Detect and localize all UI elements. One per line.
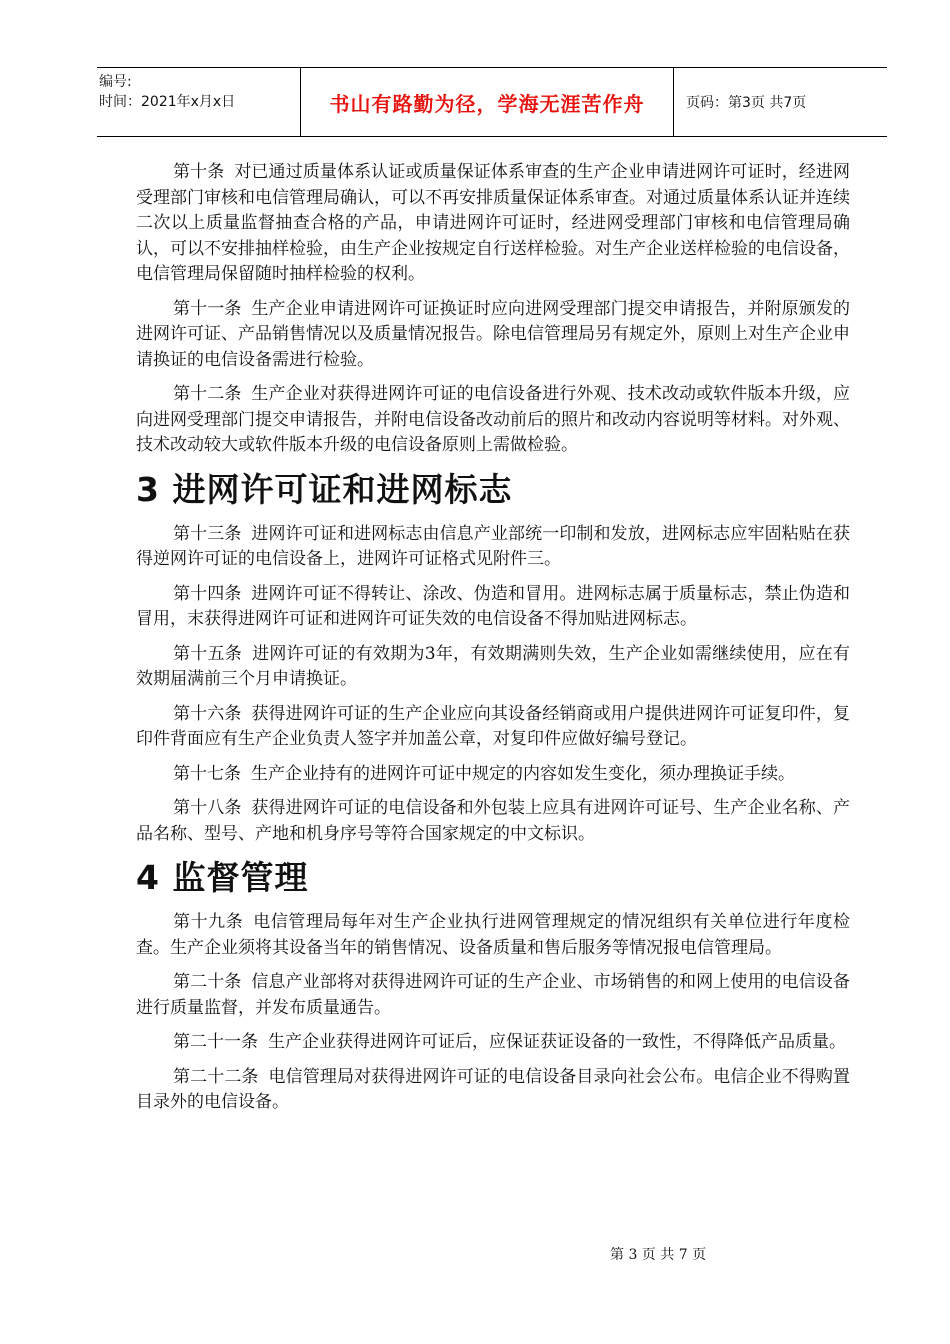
page-footer: 第 3 页 共 7 页 (610, 1247, 707, 1263)
article-paragraph (136, 1030, 850, 1056)
document-body (136, 160, 850, 1125)
article-number: 第十八条 (173, 798, 242, 818)
article-number: 第十二条 (173, 384, 242, 404)
article-text: 电信管理局对获得进网许可证的电信设备目录向社会公布。电信企业不得购置目录外的电信设备。 (136, 1066, 851, 1112)
article-paragraph (136, 970, 850, 1021)
section-heading: 4 监督管理 (136, 858, 309, 897)
article-number: 第二十二条 (173, 1066, 259, 1087)
document-time: 时间：2021年x月x日 (99, 94, 236, 110)
article-text: 进网许可证和进网标志由信息产业部统一印制和发放，进网标志应牢固粘贴在获得逆网许可证的电信设备上，进网许可证格式见附件三。 (136, 523, 850, 569)
article-text: 生产企业持有的进网许可证中规定的内容如发生变化，须办理换证手续。 (251, 763, 795, 784)
article-number: 第十条 (173, 162, 225, 182)
article-number: 第十五条 (173, 643, 243, 664)
section-heading: 3 进网许可证和进网标志 (136, 469, 513, 509)
article-number: 第十四条 (173, 583, 242, 604)
article-paragraph (136, 522, 850, 573)
article-text: 进网许可证不得转让、涂改、伪造和冒用。进网标志属于质量标志，禁止伪造和冒用，末获得进网许可证和进网许可证失效的电信设备不得加贴进网标志。 (136, 583, 850, 629)
article-paragraph (136, 910, 850, 961)
page-header (97, 67, 887, 137)
header-motto: 书山有路勤为径，学海无涯苦作舟 (300, 68, 674, 136)
article-text: 获得进网许可证的生产企业应向其设备经销商或用户提供进网许可证复印件，复印件背面应有生产企业负责人签字并加盖公章，对复印件应做好编号登记。 (136, 703, 850, 749)
article-text: 信息产业部将对获得进网许可证的生产企业、市场销售的和网上使用的电信设备进行质量监督，并发布质量通告。 (136, 972, 850, 1018)
article-number: 第十三条 (173, 523, 242, 544)
article-text: 生产企业申请进网许可证换证时应向进网受理部门提交申请报告，并附原颁发的进网许可证、产品销售情况以及质量情况报告。除电信管理局另有规定外，原则上对生产企业申请换证的电信设备需进行检验。 (136, 298, 850, 370)
article-paragraph (136, 642, 850, 693)
article-number: 第十七条 (173, 763, 241, 784)
article-paragraph (136, 297, 850, 374)
article-number: 第二十一条 (173, 1032, 258, 1052)
article-text: 生产企业对获得进网许可证的电信设备进行外观、技术改动或软件版本升级，应向进网受理部门提交申请报告，并附电信设备改动前后的照片和改动内容说明等材料。对外观、技术改动较大或软件版本升级的电信设备原则上需做检验。 (136, 384, 850, 455)
header-page-info: 页码：第3页 共7页 (686, 95, 807, 111)
header-meta (97, 68, 300, 136)
article-paragraph (136, 160, 850, 288)
article-paragraph (136, 1065, 850, 1116)
article-text: 获得进网许可证的电信设备和外包装上应具有进网许可证号、生产企业名称、产品名称、型号、产地和机身序号等符合国家规定的中文标识。 (136, 798, 850, 844)
article-paragraph (136, 762, 850, 788)
article-paragraph (136, 582, 850, 633)
article-paragraph (136, 382, 850, 459)
article-paragraph (136, 796, 850, 847)
article-number: 第十一条 (173, 298, 242, 319)
article-number: 第十六条 (173, 703, 242, 724)
article-text: 生产企业获得进网许可证后，应保证获证设备的一致性，不得降低产品质量。 (268, 1032, 846, 1052)
article-text: 对已通过质量体系认证或质量保证体系审查的生产企业申请进网许可证时，经进网受理部门审核和电信管理局确认，可以不再安排质量保证体系审查。对通过质量体系认证并连续二次以上质量监督抽查合格的产品，申请进网许可证时，经进网受理部门审核和电信管理局确认，可以不安排抽样检验，由生产企业按规定自行送样检验。对生产企业送样检验的电信设备，电信管理局保留随时抽样检验的权利。 (136, 162, 851, 284)
document-number-label: 编号: (99, 74, 132, 90)
article-number: 第二十条 (173, 972, 242, 992)
article-text: 进网许可证的有效期为3年，有效期满则失效，生产企业如需继续使用，应在有效期届满前三个月申请换证。 (136, 643, 850, 689)
article-text: 电信管理局每年对生产企业执行进网管理规定的情况组织有关单位进行年度检查。生产企业须将其设备当年的销售情况、设备质量和售后服务等情况报电信管理局。 (136, 912, 851, 958)
article-number: 第十九条 (173, 912, 244, 932)
article-paragraph (136, 702, 850, 753)
